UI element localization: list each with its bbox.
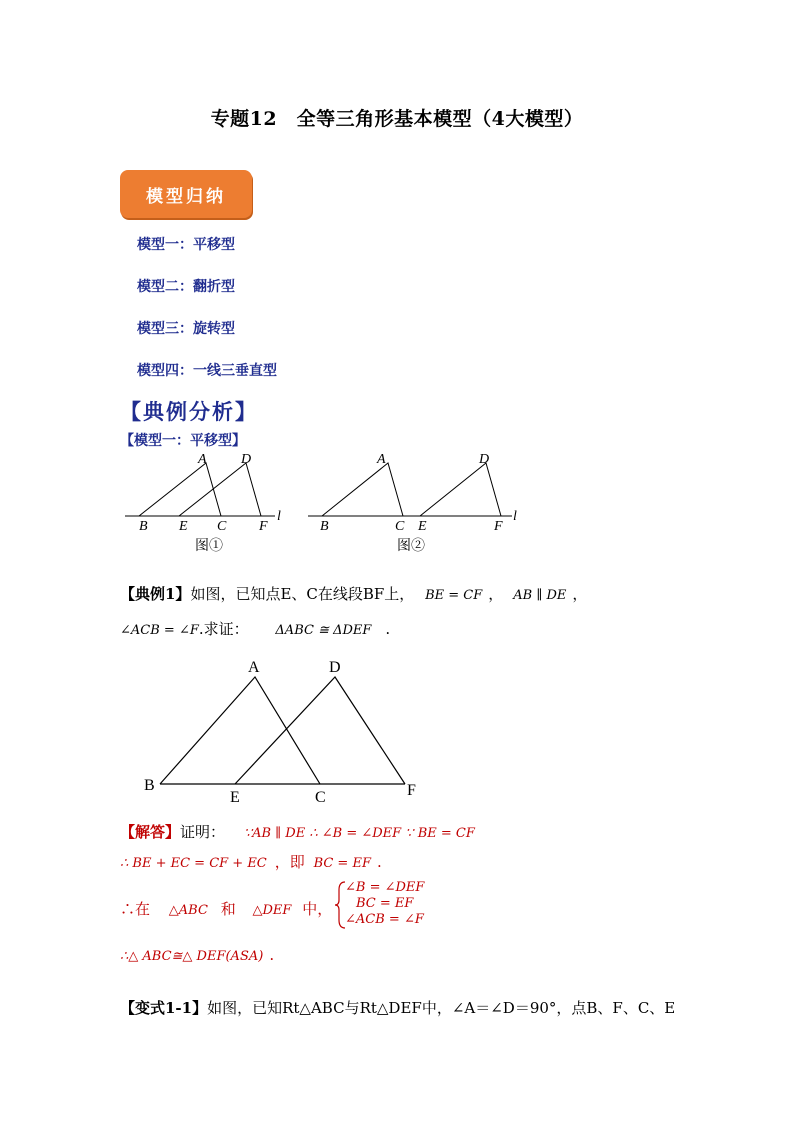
example-1-math-3: ∠ACB = ∠F [120,623,199,638]
solution-math-3: BC = EF [313,856,371,871]
model-item-2: 模型二：翻折型 [137,279,235,295]
solution-system [345,880,424,928]
fig3-label-c: C [315,789,326,806]
variant-1-1-line [120,997,675,1018]
fig3-label-b: B [144,777,155,794]
fig2-label-e: E [418,519,427,534]
model-item-1: 模型一：平移型 [137,237,235,253]
solution-conclusion: ∴△ ABC≅△ DEF(ASA) [120,949,264,964]
fig2-caption: 图② [397,539,425,554]
solution-tri-def: △DEF [252,903,292,918]
example-1-sep-2: ， [572,585,588,603]
example-1-text-2: .求证： [198,620,249,638]
fig2-label-c: C [395,519,405,534]
solution-text-he: 和 [220,900,236,918]
example-1-sep-1: ， [488,585,504,603]
solution-math-1: ∵AB ∥ DE ∴ ∠B = ∠DEF ∵ BE = CF [243,826,475,841]
model-summary-badge: 模型归纳 [120,170,252,218]
solution-line-3 [120,898,332,919]
fig3-triangle-def [235,677,405,784]
figure-1 [115,448,295,556]
solution-dot-4: . [269,946,275,964]
fig2-label-f: F [494,519,503,534]
solution-tri-abc: △ABC [168,903,208,918]
fig2-label-b: B [320,519,329,534]
solution-line-4 [120,946,274,964]
solution-text-zhong: 中， [302,900,333,918]
solution-dot-2: . [376,853,382,871]
fig2-label-d: D [479,452,490,467]
fig3-triangle-abc [160,677,320,784]
fig3-label-a: A [248,659,260,676]
model-item-3: 模型三：旋转型 [137,321,235,337]
example-1-end: . [385,620,391,638]
fig1-triangle-def [179,463,261,516]
fig2-triangle-abc [322,463,403,516]
fig1-label-e: E [179,519,188,534]
fig2-triangle-def [420,463,501,516]
fig1-label-f: F [259,519,268,534]
variant-tag: 【变式1-1】 [120,999,208,1017]
figure-2 [300,448,530,556]
model-item-4: 模型四：一线三垂直型 [137,363,277,379]
fig1-caption: 图① [195,539,223,554]
figure-3 [135,650,435,810]
solution-text-zai: ∴在 [120,900,151,918]
fig1-label-b: B [139,519,148,534]
solution-line-1 [120,821,475,842]
solution-text-ji: ，即 [274,853,305,871]
solution-line-2 [120,851,382,872]
example-1-tag: 【典例1】 [120,585,191,603]
solution-math-2: ∴ BE + EC = CF + EC [120,856,267,871]
solution-system-1: ∠B = ∠DEF [345,880,425,895]
page-title: 专题12 全等三角形基本模型（4大模型） [210,108,584,130]
solution-system-2: BC = EF [356,896,414,911]
section-heading: 【典例分析】 [120,399,258,424]
solution-label: 证明： [180,823,226,841]
example-1-text-1: 如图，已知点E、C在线段BF上， [190,585,415,603]
section-subheading: 【模型一：平移型】 [120,433,246,449]
solution-system-3: ∠ACB = ∠F [345,912,424,927]
fig1-label-l: l [277,509,281,524]
fig2-label-a: A [377,452,386,467]
example-1-line-1 [120,583,587,604]
example-1-line-2 [120,618,390,639]
fig2-label-l: l [513,509,517,524]
solution-tag: 【解答】 [120,823,181,841]
fig1-label-d: D [241,452,252,467]
fig3-label-d: D [329,659,341,676]
fig1-label-a: A [198,452,207,467]
fig1-triangle-abc [139,463,221,516]
example-1-math-4: ΔABC ≅ ΔDEF [275,623,372,638]
variant-text: 如图，已知Rt△ABC与Rt△DEF中，∠A＝∠D＝90°，点B、F、C、E [207,999,676,1017]
example-1-math-1: BE = CF [425,588,483,603]
example-1-math-2: AB ∥ DE [513,588,567,603]
fig1-label-c: C [217,519,227,534]
fig3-label-f: F [407,782,416,799]
fig3-label-e: E [230,789,240,806]
